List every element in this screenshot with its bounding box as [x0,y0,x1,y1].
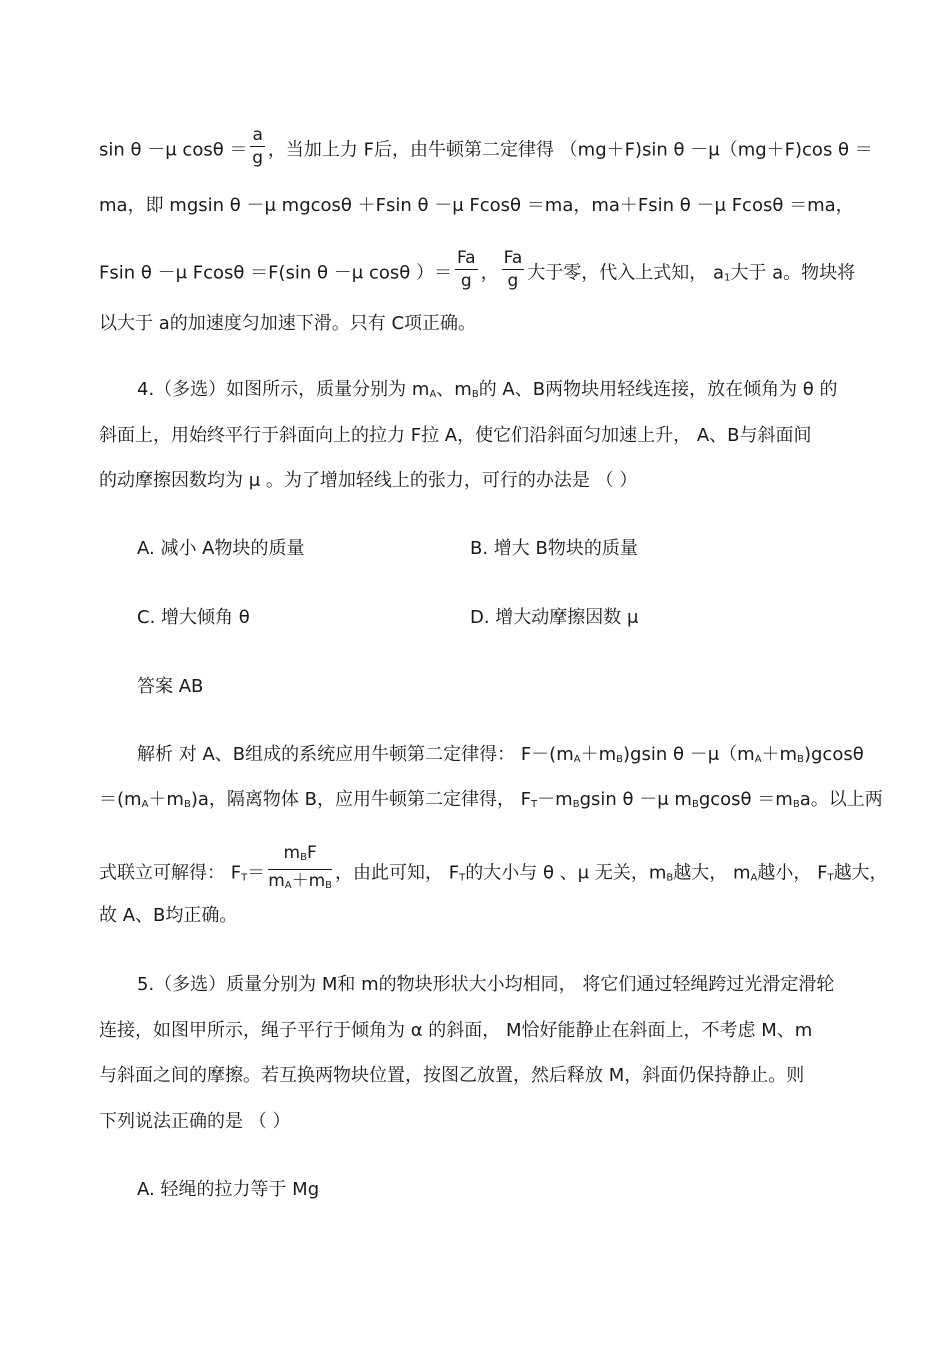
text-span: 、m [436,379,472,400]
text-span: 4.（多选）如图所示，质量分别为 m [137,379,430,400]
subscript: A [429,389,437,400]
text-span: 解析 对 A、B组成的系统应用牛顿第二定律得： F－(m [137,744,574,765]
text-span: 故 A、B均正确。 [99,905,238,926]
text-span: )a，隔离物体 B，应用牛顿第二定律得， F [190,789,532,810]
text-span: m [283,843,301,863]
text-span: 的 A、B两物块用轻线连接，放在倾角为 θ 的 [478,379,838,400]
subscript: T [827,872,834,884]
subscript: A [750,872,758,884]
subscript: T [241,872,248,884]
text-span: ＋m [148,789,184,810]
fraction [268,842,332,897]
text-line [99,312,476,336]
subscript: B [616,754,624,765]
text-span: m [268,871,285,891]
text-span: a。以上两 [799,789,883,810]
subscript: B [572,799,580,810]
text-span: －m [537,789,573,810]
fraction-numerator [268,842,332,870]
text-span: 5.（多选）质量分别为 M和 m的物块形状大小均相同， 将它们通过轻绳跨过光滑定滑轮 [137,974,835,995]
text-span: 的大小与 θ 、μ 无关，m [465,862,667,884]
fraction [250,124,264,169]
subscript: B [325,880,333,891]
text-span: 越小， F [757,862,828,884]
answer-text: 答案 AB [137,676,204,697]
text-span: Fsin θ －μ Fcosθ ＝F(sin θ －μ cosθ ）＝ [99,262,452,284]
text-span: )gcosθ [803,744,864,765]
text-span: ＋m [580,744,617,765]
text-span: 大于零，代入上式知， a [527,262,725,284]
text-span: sin θ －μ cosθ ＝ [99,139,248,161]
question-4-line [99,424,812,448]
option-a [137,1178,319,1202]
fraction-denominator: g [252,148,264,168]
fraction-numerator: a [252,125,263,145]
text-span: 式联立可解得： F [99,862,242,884]
option-label: B. 增大 B物块的质量 [470,538,638,559]
question-4-line [137,378,838,407]
text-span: gcosθ ＝m [698,789,793,810]
subscript: A [573,754,581,765]
text-span: 以大于 a的加速度匀加速下滑。只有 C项正确。 [99,313,477,334]
text-span: 的动摩擦因数均为 μ 。为了增加轻线上的张力，可行的办法是 （ ） [99,470,638,491]
option-label: D. 增大动摩擦因数 μ [470,607,639,628]
text-span: ，由此可知， F [335,862,460,884]
subscript: B [471,389,479,400]
text-line [99,248,856,296]
subscript: B [792,799,800,810]
explanation-line [99,904,237,928]
text-line [99,194,854,218]
subscript: T [459,872,466,884]
option-c [137,606,250,630]
text-span: ＝(m [99,789,142,810]
text-span: F [306,843,317,863]
text-span: ma，即 mgsin θ －μ mgcosθ ＋Fsin θ －μ Fcosθ ＝ma，ma＋Fsin θ －μ Fcosθ ＝ma， [99,195,854,216]
subscript: T [531,799,538,810]
fraction [455,247,478,292]
subscript: A [754,754,762,765]
text-span: 连接，如图甲所示，绳子平行于倾角为 α 的斜面， M恰好能静止在斜面上，不考虑 M、m [99,1020,813,1041]
subscript: B [666,872,674,884]
question-5-line [99,1019,812,1043]
text-span: 下列说法正确的是 （ ） [99,1111,291,1132]
text-span: ＝ [247,862,266,884]
fraction-denominator [268,870,332,897]
subscript: B [300,852,307,863]
fraction-numerator: Fa [456,248,476,268]
fraction [502,247,525,292]
text-span: 与斜面之间的摩擦。若互换两物块位置，按图乙放置，然后释放 M，斜面仍保持静止。则 [99,1065,805,1086]
subscript: B [691,799,699,810]
fraction-denominator: g [507,271,519,291]
subscript: B [183,799,191,810]
question-4-line [99,469,637,493]
option-label: A. 轻绳的拉力等于 Mg [137,1179,320,1200]
question-5-line [99,1064,804,1088]
text-span: ， [480,262,499,284]
text-span: ，当加上力 F后，由牛顿第二定律得 （mg＋F)sin θ －μ（mg＋F)cos θ ＝ [267,139,873,161]
fraction-denominator: g [460,271,472,291]
question-5-line [137,973,834,997]
text-span: )gsin θ －μ（m [623,744,755,765]
option-a [137,537,304,561]
text-span: gsin θ －μ m [579,789,692,810]
text-span: 越大， [833,862,888,884]
text-span: ＋m [291,871,326,891]
subscript: 1 [724,272,731,284]
text-line [99,125,873,173]
option-b [470,537,638,561]
subscript: A [141,799,149,810]
answer [137,675,203,699]
text-span: 越大， m [673,862,751,884]
text-span: ＋m [761,744,798,765]
subscript: A [284,880,292,891]
option-label: A. 减小 A物块的质量 [137,538,305,559]
text-span: 大于 a。物块将 [730,262,856,284]
option-d [470,606,638,630]
explanation-line [99,788,883,817]
fraction-numerator: Fa [503,248,523,268]
question-5-line [99,1110,290,1134]
text-span: 斜面上，用始终平行于斜面向上的拉力 F拉 A，使它们沿斜面匀加速上升， A、B与斜面间 [99,425,812,446]
option-label: C. 增大倾角 θ [137,607,250,628]
explanation-line [137,743,864,772]
subscript: B [797,754,804,765]
explanation-line [99,843,888,901]
